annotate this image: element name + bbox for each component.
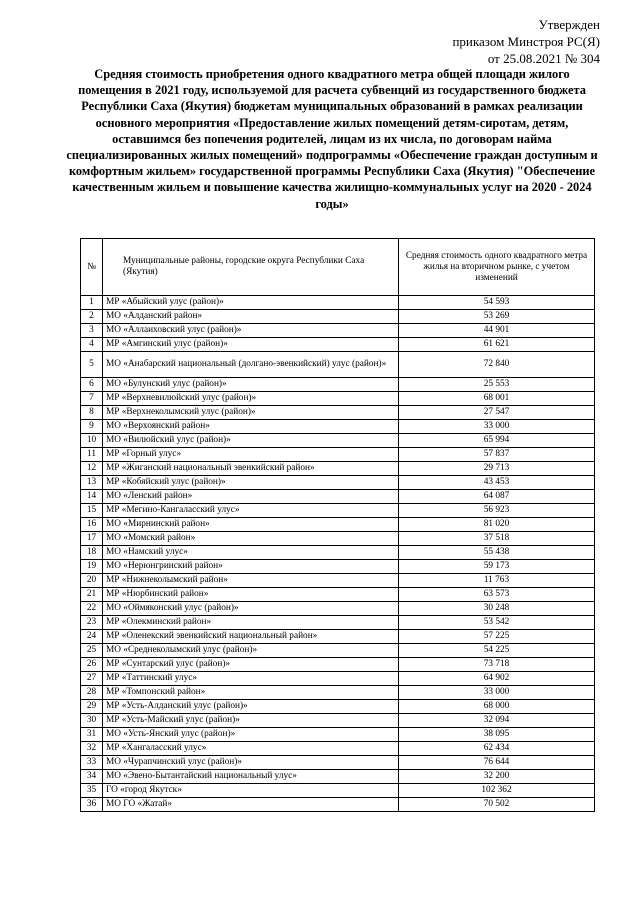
table-row (81, 434, 595, 448)
row-number: 25 (81, 644, 103, 658)
row-municipality: МР «Нюрбинский район» (103, 588, 399, 602)
table-row (81, 338, 595, 352)
row-number: 36 (81, 798, 103, 812)
row-number: 16 (81, 518, 103, 532)
table-row (81, 658, 595, 672)
row-cost: 53 542 (399, 616, 595, 630)
table-row (81, 476, 595, 490)
table-row (81, 798, 595, 812)
table-row (81, 602, 595, 616)
row-municipality: МР «Усть-Алданский улус (район)» (103, 700, 399, 714)
table-row (81, 686, 595, 700)
table-row (81, 588, 595, 602)
row-municipality: МР «Таттинский улус» (103, 672, 399, 686)
row-cost: 43 453 (399, 476, 595, 490)
row-cost: 68 000 (399, 700, 595, 714)
row-cost: 30 248 (399, 602, 595, 616)
row-cost: 57 837 (399, 448, 595, 462)
row-municipality: МР «Горный улус» (103, 448, 399, 462)
document-title: Средняя стоимость приобретения одного квадратного метра общей площади жилого помещения в 2021 году, используемой для расчета субвенций из государственного бюджета Республики Саха (Якутия) бюджетам муниципальных образований в рамках реализации основного мероприятия «Предоставление жилых помещений детям-сиротам, детям, оставшимся без попечения родителей, лицам из их числа, по договорам найма специализированных жилых помещений» подпрограммы «Обеспечение граждан доступным и комфортным жильем» государственной программы Республики Саха (Якутия) "Обеспечение качественным жильем и повышение качества жилищно-коммунальных услуг на 2020 - 2024 годы» (66, 67, 598, 211)
row-municipality: ГО «город Якутск» (103, 784, 399, 798)
row-cost: 61 621 (399, 338, 595, 352)
row-number: 21 (81, 588, 103, 602)
row-municipality: МО «Момский район» (103, 532, 399, 546)
row-municipality: МО «Ленский район» (103, 490, 399, 504)
row-cost: 53 269 (399, 310, 595, 324)
header-number: № (81, 239, 103, 296)
row-cost: 54 225 (399, 644, 595, 658)
table-row (81, 296, 595, 310)
row-cost: 64 087 (399, 490, 595, 504)
row-number: 10 (81, 434, 103, 448)
table-row (81, 378, 595, 392)
table-row (81, 616, 595, 630)
row-cost: 73 718 (399, 658, 595, 672)
row-cost: 65 994 (399, 434, 595, 448)
row-number: 1 (81, 296, 103, 310)
row-number: 20 (81, 574, 103, 588)
row-cost: 68 001 (399, 392, 595, 406)
row-municipality: МР «Оленекский эвенкийский национальный район» (103, 630, 399, 644)
table-row (81, 546, 595, 560)
row-number: 2 (81, 310, 103, 324)
row-number: 28 (81, 686, 103, 700)
row-number: 32 (81, 742, 103, 756)
row-cost: 81 020 (399, 518, 595, 532)
table-row (81, 310, 595, 324)
table-row (81, 728, 595, 742)
row-municipality: МО «Намский улус» (103, 546, 399, 560)
approval-line-2: приказом Минстроя РС(Я) (452, 34, 600, 49)
row-municipality: МО «Аллаиховский улус (район)» (103, 324, 399, 338)
row-municipality: МО «Нерюнгринский район» (103, 560, 399, 574)
row-municipality: МР «Амгинский улус (район)» (103, 338, 399, 352)
table-row (81, 448, 595, 462)
table-row (81, 324, 595, 338)
row-number: 27 (81, 672, 103, 686)
table-row (81, 490, 595, 504)
row-municipality: МР «Нижнеколымский район» (103, 574, 399, 588)
table-row (81, 352, 595, 378)
table-row (81, 518, 595, 532)
row-number: 24 (81, 630, 103, 644)
row-number: 33 (81, 756, 103, 770)
row-number: 12 (81, 462, 103, 476)
table-row (81, 756, 595, 770)
approval-stamp (360, 16, 600, 67)
row-cost: 59 173 (399, 560, 595, 574)
row-cost: 70 502 (399, 798, 595, 812)
row-municipality: МО «Алданский район» (103, 310, 399, 324)
table-row (81, 644, 595, 658)
table-row (81, 742, 595, 756)
row-municipality: МР «Верхневилюйский улус (район)» (103, 392, 399, 406)
row-cost: 76 644 (399, 756, 595, 770)
row-municipality: МО «Эвено-Бытантайский национальный улус» (103, 770, 399, 784)
row-municipality: МО «Чурапчинский улус (район)» (103, 756, 399, 770)
row-cost: 62 434 (399, 742, 595, 756)
row-cost: 33 000 (399, 420, 595, 434)
row-cost: 72 840 (399, 352, 595, 378)
table-row (81, 784, 595, 798)
row-number: 7 (81, 392, 103, 406)
row-cost: 56 923 (399, 504, 595, 518)
table-row (81, 700, 595, 714)
row-number: 13 (81, 476, 103, 490)
row-cost: 29 713 (399, 462, 595, 476)
row-cost: 11 763 (399, 574, 595, 588)
table-row (81, 672, 595, 686)
row-municipality: МР «Мегино-Кангаласский улус» (103, 504, 399, 518)
row-municipality: МР «Жиганский национальный эвенкийский район» (103, 462, 399, 476)
table-row (81, 420, 595, 434)
row-number: 9 (81, 420, 103, 434)
header-municipality: Муниципальные районы, городские округа Республики Саха (Якутия) (103, 239, 399, 296)
approval-line-3: от 25.08.2021 № 304 (487, 51, 600, 66)
row-cost: 32 200 (399, 770, 595, 784)
row-municipality: МР «Усть-Майский улус (район)» (103, 714, 399, 728)
table-row (81, 714, 595, 728)
row-municipality: МР «Сунтарский улус (район)» (103, 658, 399, 672)
row-number: 35 (81, 784, 103, 798)
table-row (81, 574, 595, 588)
table-row (81, 560, 595, 574)
row-number: 11 (81, 448, 103, 462)
row-cost: 25 553 (399, 378, 595, 392)
row-number: 23 (81, 616, 103, 630)
row-number: 29 (81, 700, 103, 714)
row-number: 14 (81, 490, 103, 504)
row-cost: 44 901 (399, 324, 595, 338)
row-municipality: МО «Мирнинский район» (103, 518, 399, 532)
row-cost: 63 573 (399, 588, 595, 602)
cost-table (80, 238, 595, 812)
header-cost: Средняя стоимость одного квадратного метра жилья на вторичном рынке, с учетом изменений (399, 239, 595, 296)
row-municipality: МР «Олекминский район» (103, 616, 399, 630)
row-cost: 37 518 (399, 532, 595, 546)
row-cost: 32 094 (399, 714, 595, 728)
row-number: 26 (81, 658, 103, 672)
row-cost: 55 438 (399, 546, 595, 560)
table-header-row (81, 239, 595, 296)
table-row (81, 406, 595, 420)
row-municipality: МР «Томпонский район» (103, 686, 399, 700)
table-row (81, 392, 595, 406)
row-number: 31 (81, 728, 103, 742)
table-row (81, 504, 595, 518)
row-number: 30 (81, 714, 103, 728)
row-number: 4 (81, 338, 103, 352)
table-row (81, 770, 595, 784)
row-cost: 54 593 (399, 296, 595, 310)
row-cost: 102 362 (399, 784, 595, 798)
row-cost: 57 225 (399, 630, 595, 644)
approval-line-1: Утвержден (538, 17, 600, 32)
row-municipality: МО «Вилюйский улус (район)» (103, 434, 399, 448)
row-municipality: МО «Среднеколымский улус (район)» (103, 644, 399, 658)
row-cost: 27 547 (399, 406, 595, 420)
row-municipality: МО «Оймяконский улус (район)» (103, 602, 399, 616)
row-number: 3 (81, 324, 103, 338)
row-number: 34 (81, 770, 103, 784)
row-municipality: МР «Кобяйский улус (район)» (103, 476, 399, 490)
row-number: 15 (81, 504, 103, 518)
row-number: 8 (81, 406, 103, 420)
row-number: 22 (81, 602, 103, 616)
row-municipality: МР «Абыйский улус (район)» (103, 296, 399, 310)
row-number: 17 (81, 532, 103, 546)
table-row (81, 462, 595, 476)
row-municipality: МО «Верхоянский район» (103, 420, 399, 434)
row-number: 6 (81, 378, 103, 392)
row-municipality: МР «Верхнеколымский улус (район)» (103, 406, 399, 420)
table-row (81, 630, 595, 644)
row-number: 19 (81, 560, 103, 574)
row-number: 5 (81, 352, 103, 378)
table-row (81, 532, 595, 546)
row-cost: 38 095 (399, 728, 595, 742)
row-cost: 64 902 (399, 672, 595, 686)
row-municipality: МР «Хангаласский улус» (103, 742, 399, 756)
row-municipality: МО «Булунский улус (район)» (103, 378, 399, 392)
row-municipality: МО ГО «Жатай» (103, 798, 399, 812)
row-municipality: МО «Анабарский национальный (долгано-эвенкийский) улус (район)» (103, 352, 399, 378)
row-cost: 33 000 (399, 686, 595, 700)
row-number: 18 (81, 546, 103, 560)
row-municipality: МО «Усть-Янский улус (район)» (103, 728, 399, 742)
